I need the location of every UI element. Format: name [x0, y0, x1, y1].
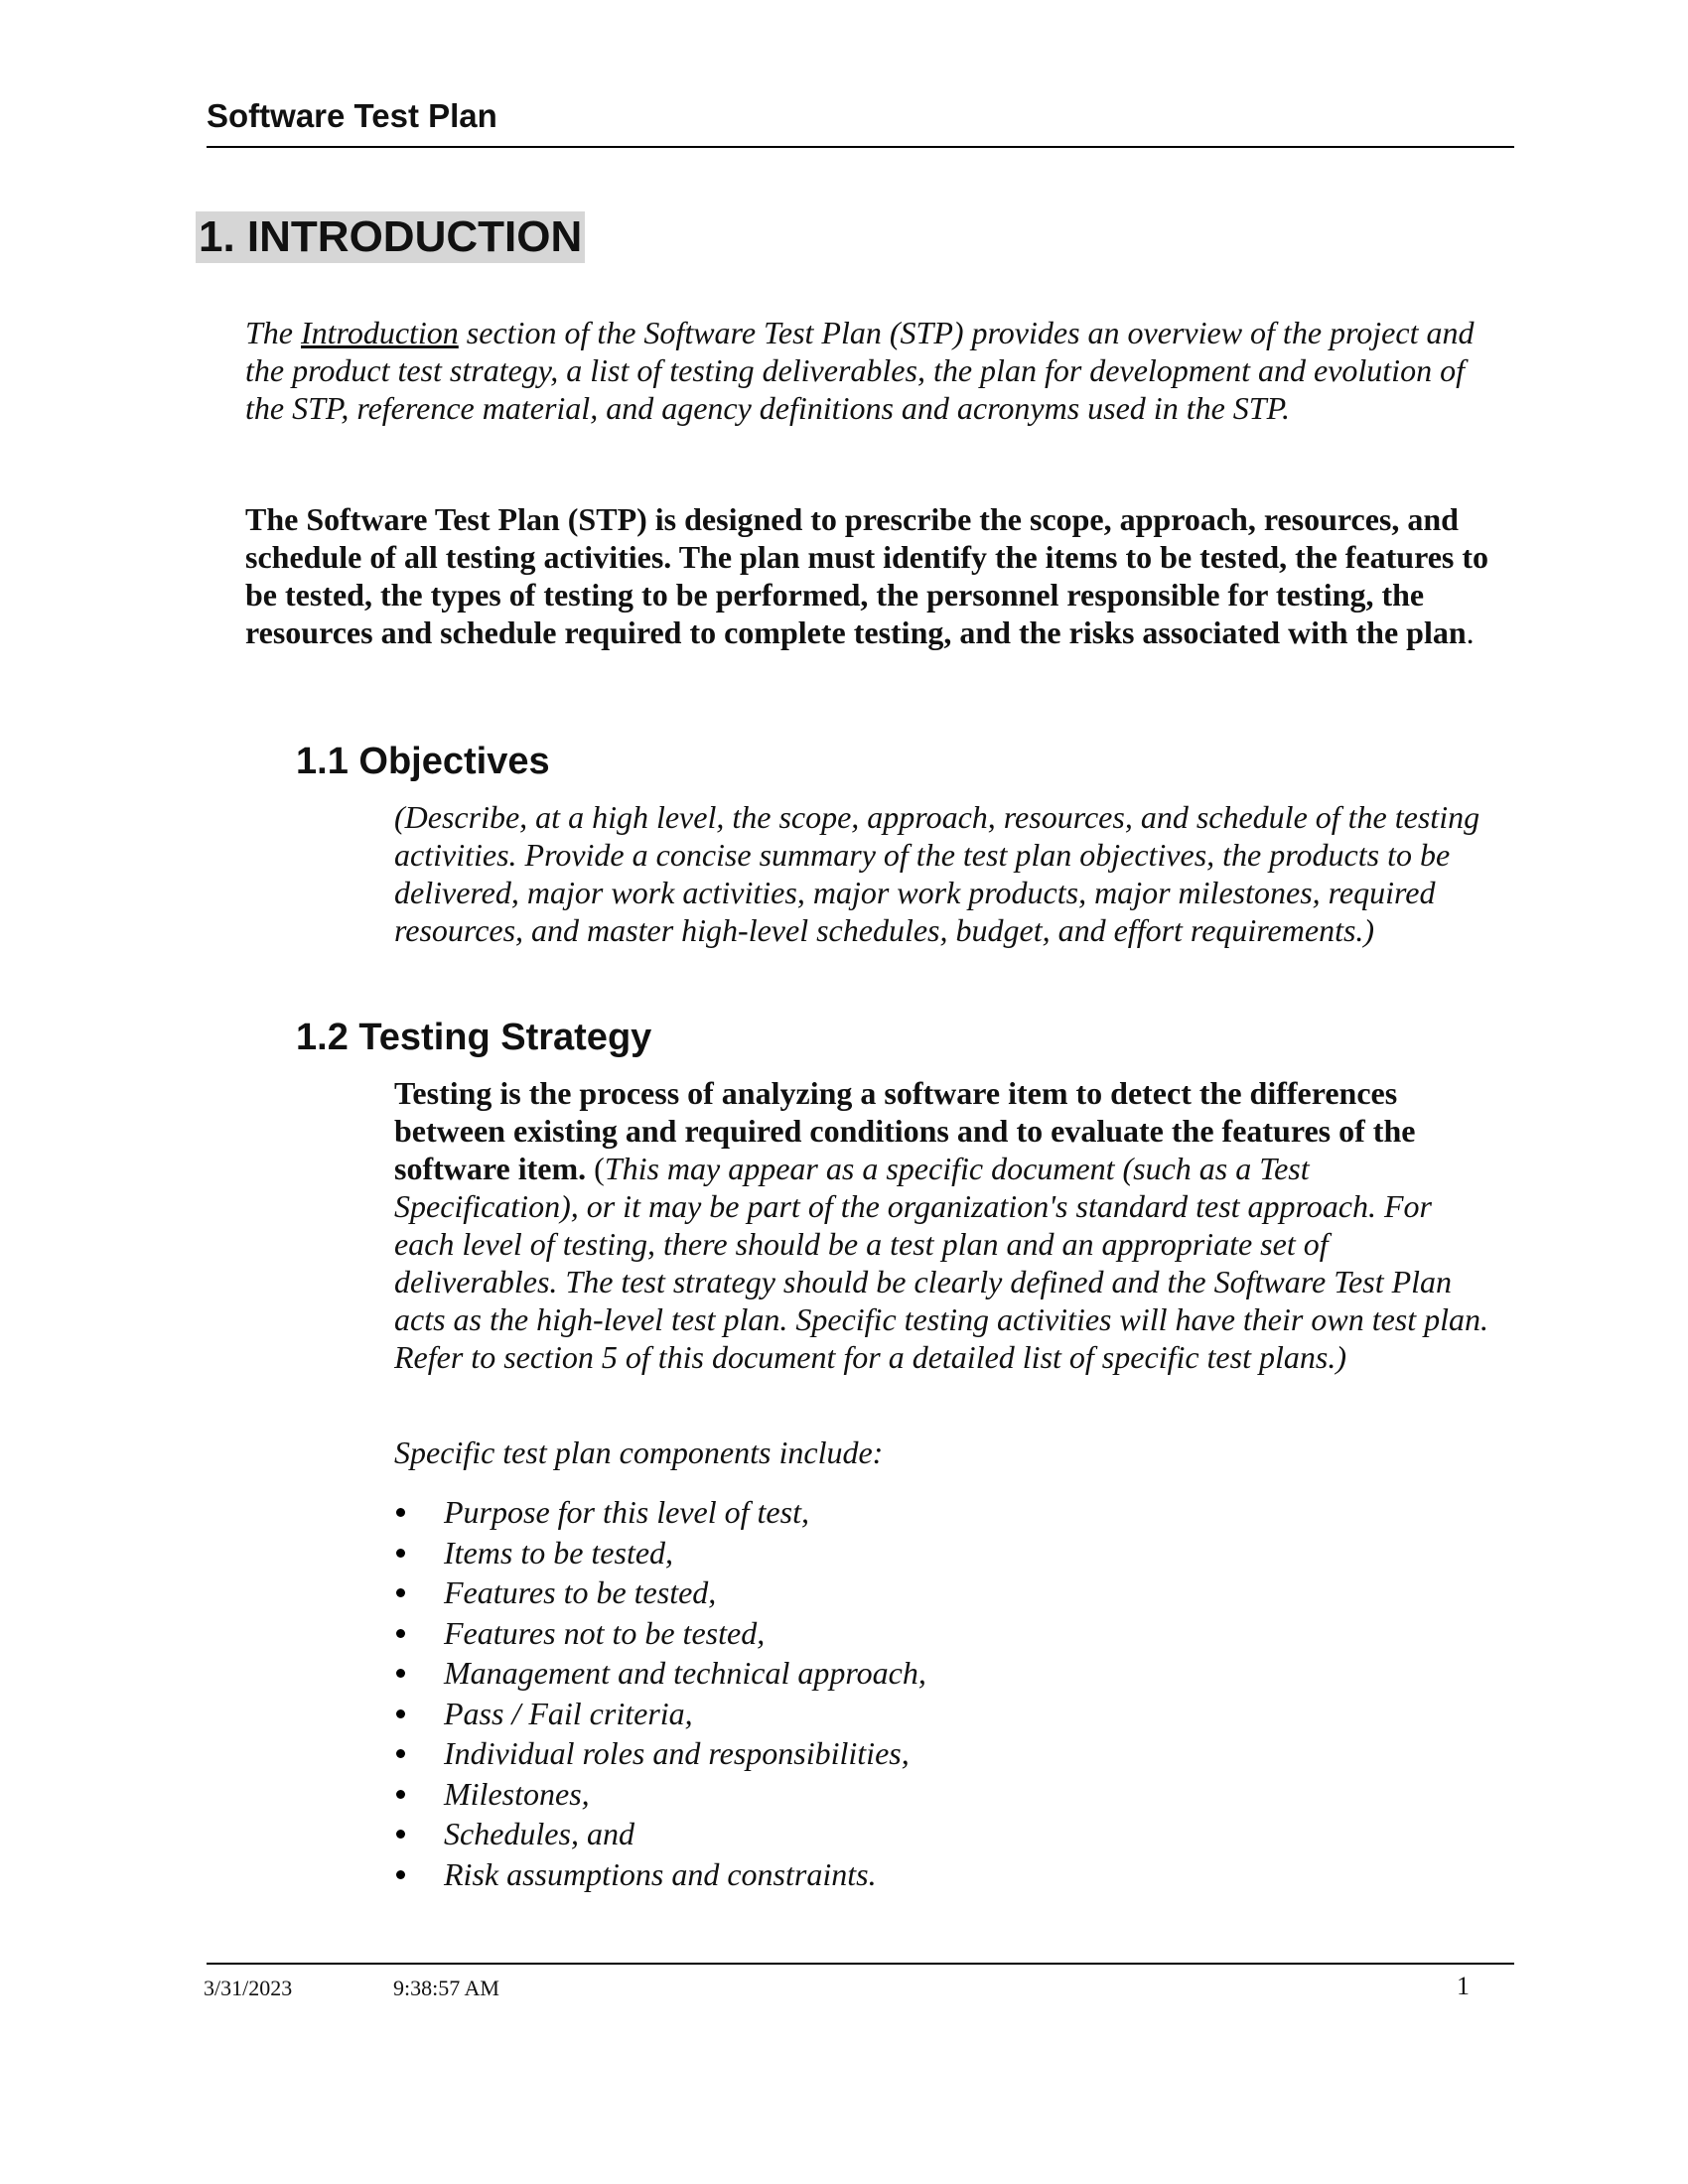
bullet-icon	[396, 1830, 405, 1839]
bullet-icon	[396, 1669, 405, 1678]
heading-testing-strategy: 1.2 Testing Strategy	[296, 1017, 652, 1058]
list-item-text: Individual roles and responsibilities,	[444, 1735, 910, 1771]
components-list	[394, 1492, 926, 1894]
intro-text-pre: The	[245, 315, 301, 350]
components-intro: Specific test plan components include:	[394, 1434, 884, 1470]
bullet-icon	[396, 1629, 405, 1638]
list-item	[394, 1653, 926, 1694]
bullet-icon	[396, 1549, 405, 1558]
list-item-text: Risk assumptions and constraints.	[444, 1855, 877, 1892]
bullet-icon	[396, 1508, 405, 1517]
bullet-icon	[396, 1588, 405, 1597]
intro-bold-text: The Software Test Plan (STP) is designed to prescribe the scope, approach, resources, and schedule of all testing activities. The plan must identify the items to be tested, the features to be tested, the types of testing to be performed, the personnel responsible for testing, the resources and schedule required to complete testing, and the risks associated with the plan	[245, 501, 1489, 650]
list-item	[394, 1533, 926, 1573]
intro-bold-period: .	[1466, 614, 1475, 650]
list-item	[394, 1572, 926, 1613]
introduction-italic-paragraph	[245, 314, 1506, 427]
page-number: 1	[1457, 1972, 1470, 2000]
introduction-link[interactable]: Introduction	[301, 315, 459, 350]
bullet-icon	[396, 1870, 405, 1879]
bullet-icon	[396, 1709, 405, 1718]
objectives-paragraph: (Describe, at a high level, the scope, approach, resources, and schedule of the testing activities. Provide a concise summary of the test plan objectives, the products to be delivered, major work activities, major work products, major milestones, required resources, and master high-level schedules, budget, and effort requirements.)	[394, 799, 1480, 948]
strategy-paren: (	[586, 1151, 605, 1186]
footer-date: 3/31/2023	[204, 1976, 293, 2000]
list-item	[394, 1774, 926, 1815]
strategy-italic-text: This may appear as a specific document (such as a Test Specification), or it may be part of the organization's standard test approach. For each level of testing, there should be a test plan and an appropriate set of deliverables. The test strategy should be clearly defined and the Software Test Plan acts as the high-level test plan. Specific testing activities will have their own test plan. Refer to section 5 of this document for a detailed list of specific test plans.)	[394, 1151, 1489, 1375]
list-item	[394, 1814, 926, 1854]
strategy-bold-text: Testing is the process of analyzing a software item to detect the differences between existing and required conditions and to evaluate the features of the software item.	[394, 1075, 1416, 1186]
list-item	[394, 1854, 926, 1895]
list-item	[394, 1733, 926, 1774]
list-item	[394, 1613, 926, 1654]
footer-divider	[207, 1963, 1514, 1965]
bullet-icon	[396, 1749, 405, 1758]
list-item-text: Features to be tested,	[444, 1574, 717, 1610]
heading-objectives: 1.1 Objectives	[296, 741, 550, 782]
list-item-text: Purpose for this level of test,	[444, 1494, 809, 1530]
section-heading-introduction: 1. INTRODUCTION	[196, 211, 585, 263]
list-item-text: Items to be tested,	[444, 1534, 674, 1570]
document-header-title: Software Test Plan	[207, 97, 497, 134]
testing-strategy-paragraph	[394, 1074, 1496, 1376]
list-item	[394, 1492, 926, 1533]
list-item-text: Schedules, and	[444, 1816, 634, 1851]
list-item-text: Pass / Fail criteria,	[444, 1695, 693, 1731]
header-divider	[207, 146, 1514, 148]
footer-time: 9:38:57 AM	[393, 1976, 499, 2000]
introduction-bold-paragraph	[245, 500, 1506, 651]
list-item-text: Milestones,	[444, 1775, 590, 1812]
intro-text-post: section of the Software Test Plan (STP) provides an overview of the project and the product test strategy, a list of testing deliverables, the plan for development and evolution of the STP, reference material, and agency definitions and acronyms used in the STP.	[245, 315, 1475, 426]
bullet-icon	[396, 1790, 405, 1799]
list-item-text: Features not to be tested,	[444, 1614, 766, 1651]
list-item-text: Management and technical approach,	[444, 1655, 926, 1691]
list-item	[394, 1694, 926, 1734]
